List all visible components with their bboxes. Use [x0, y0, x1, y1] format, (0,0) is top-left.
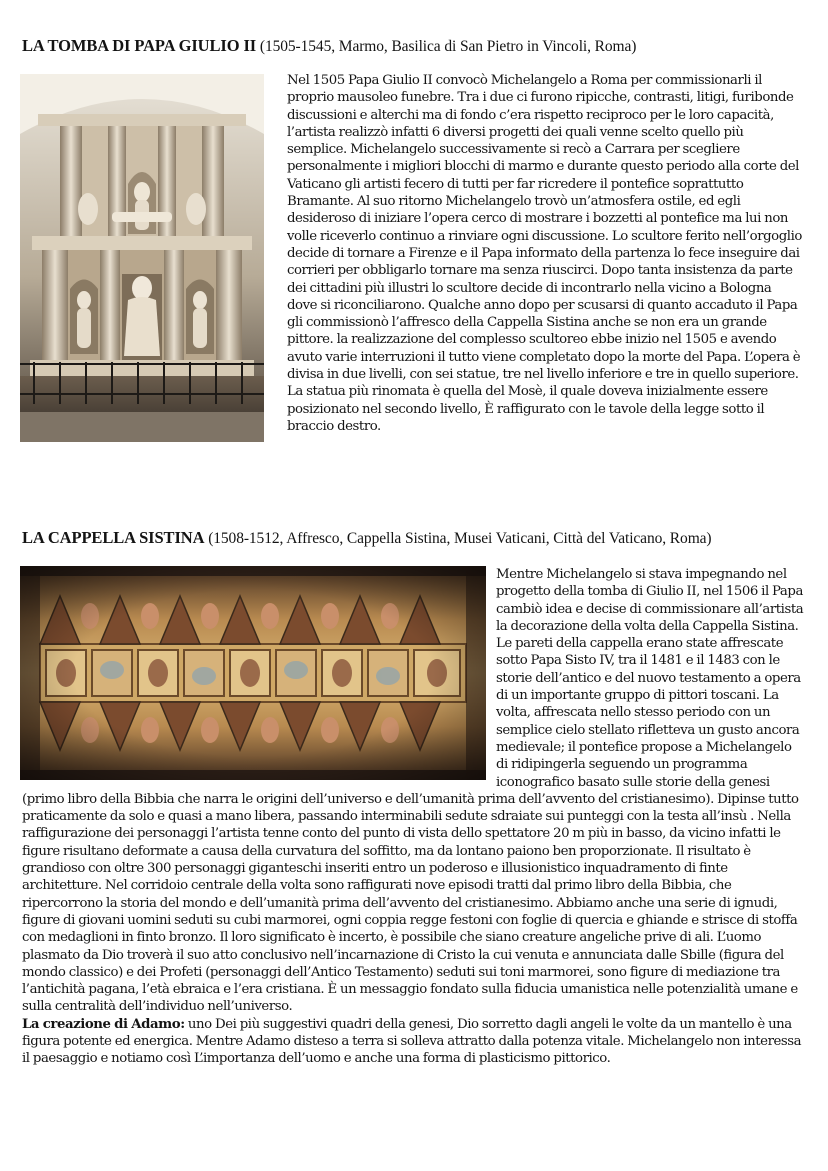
creazione-label: La creazione di Adamo: [22, 1016, 185, 1032]
creazione-paragraph [22, 1016, 806, 1068]
cappella-section [22, 566, 806, 1068]
section-title-tomba: LA TOMBA DI PAPA GIULIO II [22, 36, 257, 55]
cappella-paragraph: Mentre Michelangelo si stava impegnando nel progetto della tomba di Giulio II, nel 1506 il Papa cambiò idea e decise di commissionare all’artista la decorazione della volta della Cappella Sistina. Le pareti della cappella erano state affrescate sotto Papa Sisto IV, tra il 1481 e il 1483 con le storie dell’antico e del nuovo testamento a opera di un importante gruppo di pittori toscani. La volta, affrescata nello stesso periodo con un semplice cielo stellato rifletteva un gusto ancora medievale; il pontefice propose a Michelangelo di ridipingerla seguendo un programma iconografico basato sulle storie della genesi (primo libro della Bibbia che narra le origini dell’universo e dell’umanità prima dell’avvento del cristianesimo). Dipinse tutto praticamente da solo e quasi a mano libera, passando interminabili sedute sdraiate sui punteggi con la testa all’insù . Nella raffigurazione dei personaggi l’artista tenne conto del punto di vista dello spettatore 20 m più in basso, da vicino infatti le figure risultano deformate a causa della curvatura del soffitto, ma da lontano paiono ben proporzionate. Il risultato è grandioso con oltre 300 personaggi giganteschi inseriti entro un poderoso e illusionistico inquadramento di finte architetture. Nel corridoio centrale della volta sono raffigurati nove episodi tratti dal primo libro della Bibbia, che ripercorrono la storia del mondo e dell’umanità prima dell’avvento del cristianesimo. Abbiamo anche una serie di ignudi, figure di giovani uomini seduti su cubi marmorei, ogni coppia regge festoni con foglie di quercia e ghiande e strisce di stoffa con medaglioni in finto bronzo. Il loro significato è incerto, è possibile che siano creature angeliche prive di ali. L’uomo plasmato da Dio troverà il suo atto conclusivo nell’incarnazione di Cristo la cui venuta e annunciata dalle Sbille (figura del mondo classico) e dei Profeti (personaggi dell’Antico Testamento) seduti sui toni marmorei, sono figure di mediazione tra l’antichità pagana, l’età ebraica e l’era cristiana. È un messaggio fondato sulla fiducia umanistica nelle potenzialità umane e sulla centralità dell’individuo nell’universo. [22, 567, 804, 1015]
section-subtitle-tomba: (1505-1545, Marmo, Basilica di San Pietro in Vincoli, Roma) [259, 38, 637, 55]
section-heading-cappella [22, 528, 712, 549]
section-heading-tomba [22, 36, 636, 57]
section-subtitle-cappella: (1508-1512, Affresco, Cappella Sistina, Musei Vaticani, Città del Vaticano, Roma) [208, 530, 712, 547]
tomb-of-julius-ii-photo [20, 74, 264, 442]
creazione-text: uno Dei più suggestivi quadri della genesi, Dio sorretto dagli angeli le volte da un mantello è una figura potente ed energica. Mentre Adamo disteso a terra si solleva attratto dalla potenza vitale. Michelangelo non interessa il paesaggio e notiamo così L’importanza dell’uomo e anche una forma di plasticismo pittorico. [22, 1016, 802, 1067]
sistine-chapel-ceiling-photo [20, 566, 486, 780]
tomba-paragraph: Nel 1505 Papa Giulio II convocò Michelangelo a Roma per commissionarli il proprio mausoleo funebre. Tra i due ci furono ripicche, contrasti, litigi, furibonde discussioni e alterchi ma di fondo c’era rispetto reciproco per le loro capacità, l’artista realizzò infatti 6 diversi progetti dei quali venne scelto quello più semplice. Michelangelo successivamente si recò a Carrara per scegliere personalmente i migliori blocchi di marmo e durante questo periodo alla corte del Vaticano gli artisti fecero di tutti per far ricredere il pontefice soprattutto Bramante. Al suo ritorno Michelangelo trovò un’atmosfera ostile, ed egli desideroso di iniziare l’opera cerco di mostrare i bozzetti al pontefice ma lui non volle riceverlo continuo a rinviare ogni discussione. Lo scultore ferito nell’orgoglio decide di tornare a Firenze e il Papa informato della partenza lo fece inseguire dai corrieri per obbligarlo tornare ma senza riuscirci. Dopo tanta insistenza da parte dei cittadini più illustri lo scultore decide di incontrarlo nella vicino a Bologna dove si riconciliarono. Qualche anno dopo per scusarsi di quanto accaduto il Papa gli commissionò l’affresco della Cappella Sistina anche se non era un grande pittore. la realizzazione del complesso scultoreo ebbe inizio nel 1505 e avendo avuto varie interruzioni il tutto viene completato dopo la morte del Papa. L’opera è divisa in due livelli, con sei statue, tre nel livello inferiore e tre in quello superiore. La statua più rinomata è quella del Mosè, il quale doveva inizialmente essere posizionato nel secondo livello, È raffigurato con le tavole della legge sotto il braccio destro. [287, 73, 802, 434]
section-title-cappella: LA CAPPELLA SISTINA [22, 528, 205, 547]
